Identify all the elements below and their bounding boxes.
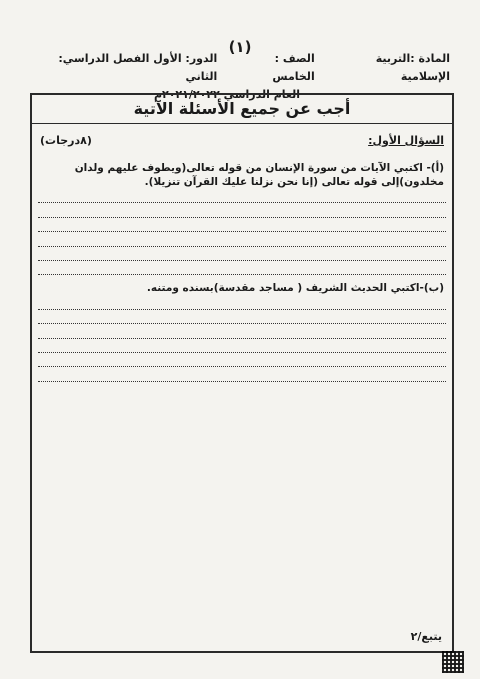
continued-note: يتبع/٢: [410, 630, 442, 643]
answer-line[interactable]: [38, 339, 446, 353]
subject-label: المادة :التربية الإسلامية: [375, 52, 450, 83]
question-header: [32, 124, 452, 147]
answer-line[interactable]: [38, 189, 446, 203]
answer-line[interactable]: [38, 232, 446, 246]
answer-line[interactable]: [38, 295, 446, 309]
answer-line[interactable]: [38, 353, 446, 367]
qr-code-icon: [442, 651, 464, 673]
answer-line[interactable]: [38, 218, 446, 232]
page-number: (١): [228, 38, 252, 56]
answer-line[interactable]: [38, 261, 446, 275]
part-a-answer-lines[interactable]: [32, 189, 452, 275]
question-marks: (٨درجات): [40, 134, 92, 147]
part-a-prompt: (أ)- اكتبي الآيات من سورة الإنسان من قوله تعالى(ويطوف عليهم ولدان مخلدون)إلى قوله تعالى (إنا نحن نزلنا عليك القرآن تنزيلا).: [74, 162, 444, 188]
answer-line[interactable]: [38, 310, 446, 324]
box-title: أجب عن جميع الأسئلة الآتية: [32, 95, 452, 124]
answer-line[interactable]: [38, 324, 446, 338]
answer-line[interactable]: [38, 203, 446, 217]
grade-label: الصف : الخامس: [272, 52, 315, 83]
term-label: الدور: الأول الفصل الدراسي: الثاني: [58, 52, 218, 83]
answer-line[interactable]: [38, 367, 446, 381]
questions-box: [30, 93, 454, 653]
part-b-prompt: (ب)-اكتبي الحديث الشريف ( مساجد مقدسة)بسنده ومتنه.: [146, 282, 444, 295]
part-b-answer-lines[interactable]: [32, 295, 452, 381]
question-title: السؤال الأول:: [368, 134, 444, 147]
year-label: العام الدراسي ٢٠٢١/٢٠٢٢م: [153, 88, 300, 101]
answer-line[interactable]: [38, 247, 446, 261]
